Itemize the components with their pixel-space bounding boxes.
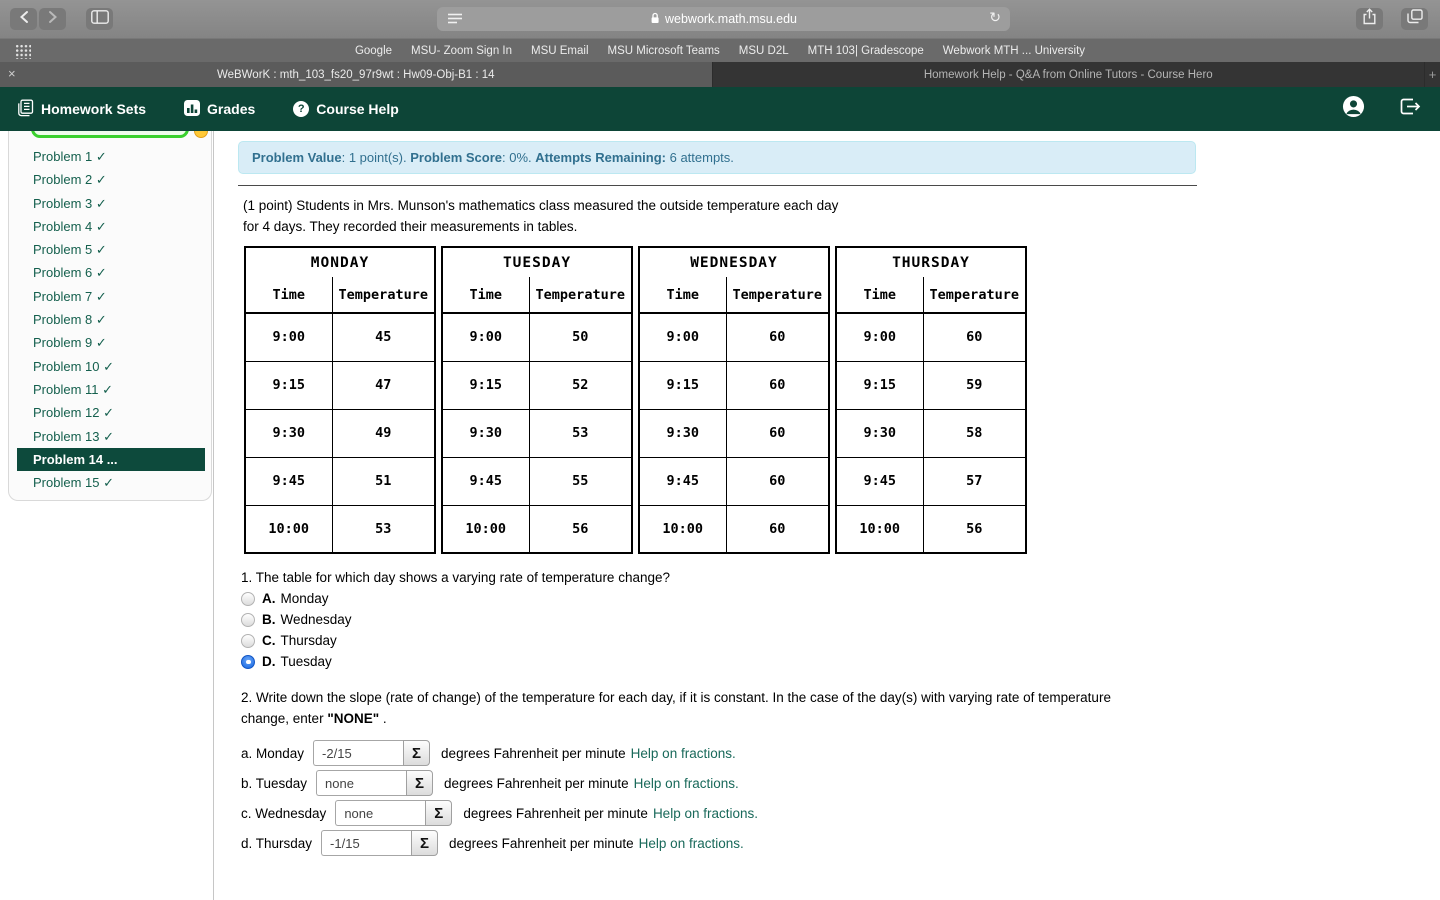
table-row: 9:30 49 [245,409,435,457]
problem-status-banner: Problem Value: 1 point(s). Problem Score: 0%. Attempts Remaining: 6 attempts. [238,141,1196,174]
tuesday-slope-input[interactable] [316,770,406,796]
forward-button[interactable] [39,8,66,30]
column-header-time: Time [442,277,529,313]
help-on-fractions-link[interactable]: Help on fractions. [652,805,758,821]
table-row: 9:45 55 [442,457,632,505]
temperature-tables [244,246,1440,554]
table-row: 9:00 45 [245,313,435,361]
table-row: 9:15 47 [245,361,435,409]
table-row: 9:00 50 [442,313,632,361]
tab-course-hero[interactable] [713,62,1426,87]
table-row: 10:00 56 [836,505,1026,553]
table-row: 9:45 60 [639,457,829,505]
forward-icon [47,10,59,29]
sidebar-item-problem-6[interactable]: Problem 6 ✓ [33,265,107,281]
sidebar-item-problem-11[interactable]: Problem 11 ✓ [33,381,114,397]
answer-row-monday [241,740,1440,766]
sidebar-item-problem-9[interactable]: Problem 9 ✓ [33,335,107,351]
answer-label: b. Tuesday [241,775,308,791]
sidebar-toggle-button[interactable] [86,8,113,30]
radio-button[interactable] [241,592,255,606]
sidebar-item-problem-1[interactable]: Problem 1 ✓ [33,149,107,164]
help-on-fractions-link[interactable]: Help on fractions. [633,775,739,791]
table-row: 9:30 53 [442,409,632,457]
divider [238,185,1197,186]
bookmark-msu-teams[interactable]: MSU Microsoft Teams [607,44,720,57]
share-button[interactable] [1356,8,1383,30]
bookmark-msu-zoom[interactable]: MSU- Zoom Sign In [411,44,513,57]
bookmarks-bar [0,38,1440,62]
tab-bar [0,62,1440,87]
sidebar-item-problem-14[interactable]: Problem 14 ... [17,448,205,471]
radio-button-selected[interactable] [241,655,255,669]
tab-title: WeBWorK : mth_103_fs20_97r9wt : Hw09-Obj-B1 : 14 [216,68,495,81]
unit-text: degrees Fahrenheit per minute [463,805,648,821]
sidebar-item-problem-3[interactable]: Problem 3 ✓ [33,195,107,211]
problem-list [9,145,211,494]
sidebar-item-problem-4[interactable]: Problem 4 ✓ [33,218,107,234]
equation-editor-button[interactable]: Σ [403,740,430,766]
column-header-time: Time [836,277,923,313]
sidebar-item-problem-7[interactable]: Problem 7 ✓ [33,288,107,304]
tabs-overview-icon [1407,9,1423,29]
webwork-navbar [0,87,1440,131]
nav-grades[interactable] [184,100,255,119]
option-a-monday[interactable]: A. Monday [241,588,1440,609]
wednesday-slope-input[interactable] [335,800,425,826]
bookmark-msu-email[interactable]: MSU Email [531,44,589,57]
bookmark-msu-d2l[interactable]: MSU D2L [738,44,789,57]
score-progress-bar [31,131,189,138]
nav-homework-sets[interactable] [16,99,146,120]
share-icon [1362,8,1377,30]
tab-overview-button[interactable] [1401,8,1428,30]
browser-toolbar [0,0,1440,38]
table-row: 9:15 59 [836,361,1026,409]
table-day-header: TUESDAY [502,254,572,271]
question-mark-icon: ? [293,101,309,117]
grades-icon [184,100,200,119]
unit-text: degrees Fahrenheit per minute [444,775,629,791]
sidebar-icon [91,10,109,29]
option-b-wednesday[interactable]: B. Wednesday [241,609,1440,630]
monday-table [244,246,436,554]
table-day-header: MONDAY [310,254,370,271]
back-icon [18,10,30,29]
question-1-text: 1. The table for which day shows a varying rate of temperature change? [241,570,670,585]
nav-label: Course Help [316,101,399,117]
lock-icon [650,12,660,27]
sidebar-item-problem-5[interactable]: Problem 5 ✓ [33,242,107,258]
problem-list-panel [8,131,212,501]
monday-slope-input[interactable] [313,740,403,766]
table-row: 9:00 60 [639,313,829,361]
wednesday-table [638,246,830,554]
problem-statement: (1 point) Students in Mrs. Munson's mathematics class measured the outside temperature each day for 4 days. They recorded their measurements in tables. [243,198,839,234]
nav-course-help[interactable] [293,101,398,117]
nav-label: Grades [207,101,256,117]
homework-sets-icon [16,99,34,120]
sidebar-item-problem-8[interactable]: Problem 8 ✓ [33,312,107,328]
answer-section [241,740,1440,856]
question-2-text: 2. Write down the slope (rate of change) of the temperature for each day, if it is constant. In the case of the day(s) with varying rate of temperature change, enter "NONE" . [241,690,1111,726]
column-header-time: Time [639,277,726,313]
sidebar-item-problem-10[interactable]: Problem 10 ✓ [33,358,114,374]
close-tab-icon[interactable]: × [8,66,16,81]
answer-row-wednesday [241,800,1440,826]
problems-sidebar [0,131,214,900]
question-1 [241,570,1440,672]
reader-view-icon[interactable] [447,12,463,29]
equation-editor-button[interactable]: Σ [425,800,452,826]
column-header-temperature: Temperature [923,277,1026,313]
sidebar-item-problem-12[interactable]: Problem 12 ✓ [33,405,114,421]
answer-row-thursday [241,830,1440,856]
column-header-temperature: Temperature [332,277,435,313]
nav-label: Homework Sets [41,101,147,117]
column-header-temperature: Temperature [529,277,632,313]
refresh-icon[interactable]: ↻ [989,9,1001,25]
tab-webwork[interactable] [0,62,713,87]
frequently-visited-grid-icon[interactable] [15,44,31,59]
thursday-slope-input[interactable] [321,830,411,856]
column-header-temperature: Temperature [726,277,829,313]
table-row: 9:45 57 [836,457,1026,505]
sidebar-item-problem-15[interactable]: Problem 15 ✓ [33,475,114,491]
unit-text: degrees Fahrenheit per minute [449,835,634,851]
tuesday-table [441,246,633,554]
table-row: 10:00 60 [639,505,829,553]
answer-label: a. Monday [241,745,305,761]
help-on-fractions-link[interactable]: Help on fractions. [630,745,736,761]
url-text: webwork.math.msu.edu [664,12,797,26]
sidebar-item-problem-13[interactable]: Problem 13 ✓ [33,428,114,444]
bookmark-webwork[interactable]: Webwork MTH ... University [942,44,1086,57]
page-content [0,131,1440,900]
option-d-tuesday[interactable]: D. Tuesday [241,651,1440,672]
option-c-thursday[interactable]: C. Thursday [241,630,1440,651]
radio-button[interactable] [241,613,255,627]
table-row: 9:15 52 [442,361,632,409]
equation-editor-button[interactable]: Σ [411,830,438,856]
logout-button[interactable] [1399,96,1422,122]
table-row: 9:00 60 [836,313,1026,361]
column-header-time: Time [245,277,332,313]
table-row: 9:15 60 [639,361,829,409]
thursday-table [835,246,1027,554]
answer-label: d. Thursday [241,835,313,851]
bookmark-google[interactable]: Google [354,44,393,57]
account-button[interactable] [1342,95,1365,123]
back-button[interactable] [10,8,37,30]
answer-label: c. Wednesday [241,805,327,821]
tab-title: Homework Help - Q&A from Online Tutors - Course Hero [923,68,1213,81]
unit-text: degrees Fahrenheit per minute [441,745,626,761]
bookmark-gradescope[interactable]: MTH 103| Gradescope [807,44,924,57]
equation-editor-button[interactable]: Σ [406,770,433,796]
table-row: 9:30 58 [836,409,1026,457]
problem-main [214,131,1440,900]
table-day-header: WEDNESDAY [690,254,778,271]
sidebar-item-problem-2[interactable]: Problem 2 ✓ [33,172,107,188]
address-bar[interactable] [437,7,1010,31]
help-on-fractions-link[interactable]: Help on fractions. [638,835,744,851]
table-row: 10:00 56 [442,505,632,553]
new-tab-button[interactable]: + [1425,62,1440,87]
table-row: 9:45 51 [245,457,435,505]
radio-button[interactable] [241,634,255,648]
table-day-header: THURSDAY [892,254,970,271]
table-row: 9:30 60 [639,409,829,457]
score-progress-marker [194,131,208,138]
table-row: 10:00 53 [245,505,435,553]
answer-row-tuesday [241,770,1440,796]
